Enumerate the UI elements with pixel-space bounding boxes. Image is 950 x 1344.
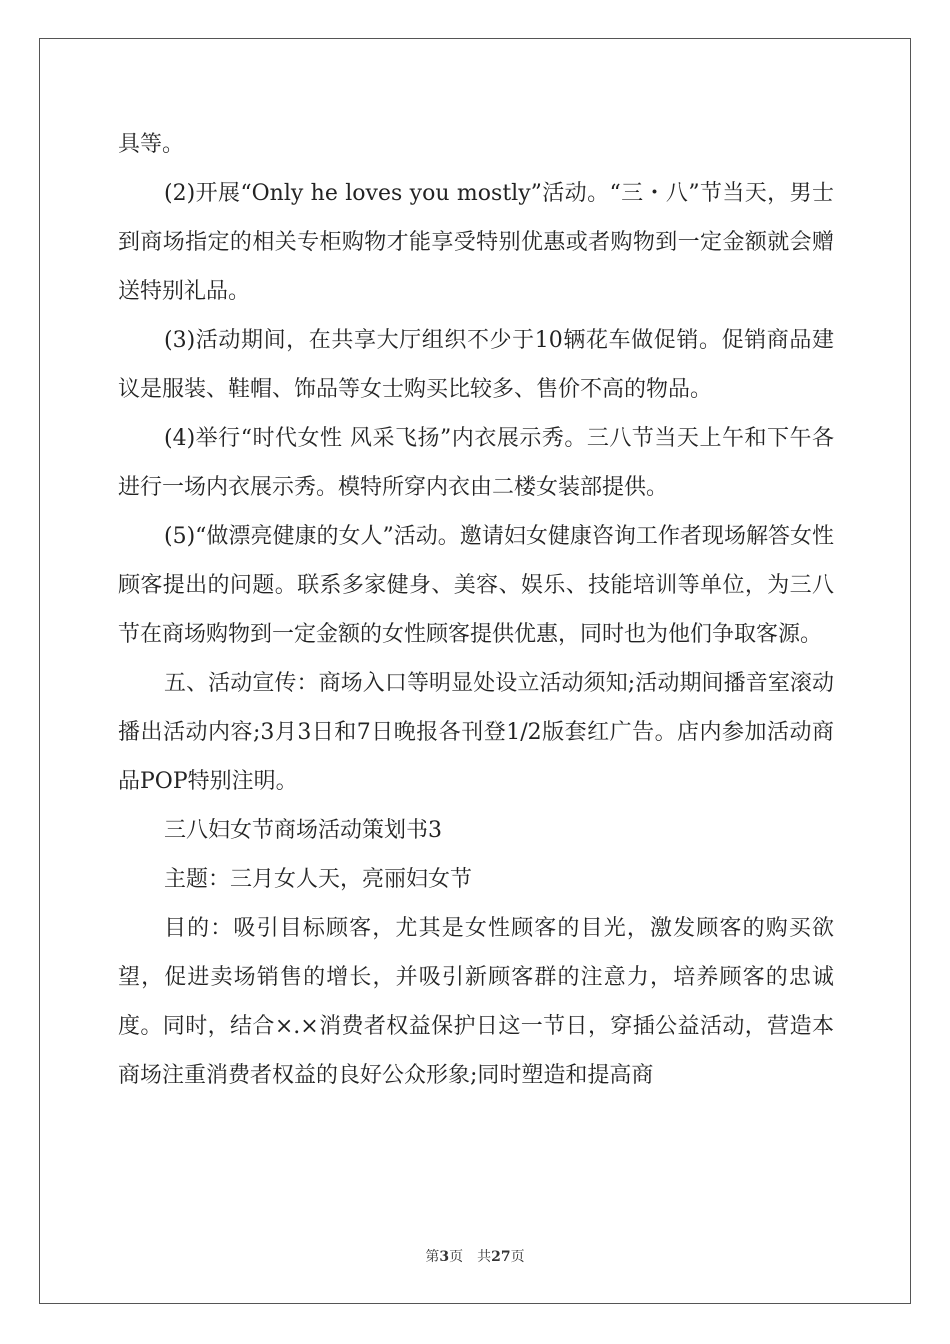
document-body (118, 120, 834, 1100)
paragraph: 目的：吸引目标顾客，尤其是女性顾客的目光，激发顾客的购买欲望，促进卖场销售的增长，并吸引新顾客群的注意力，培养顾客的忠诚度。同时，结合×.×消费者权益保护日这一节日，穿插公益活动，营造本商场注重消费者权益的良好公众形象;同时塑造和提高商 (118, 916, 834, 1088)
section-heading: 三八妇女节商场活动策划书3 (164, 818, 442, 843)
page-prefix: 第 (425, 1249, 440, 1265)
paragraph: 五、活动宣传：商场入口等明显处设立活动须知;活动期间播音室滚动播出活动内容;3月3日和7日晚报各刊登1/2版套红广告。店内参加活动商品POP特别注明。 (118, 671, 834, 794)
page-suffix: 页 (449, 1249, 464, 1265)
page-number: 3 (439, 1249, 450, 1265)
paragraph: 具等。 (118, 132, 185, 157)
total-pages: 27 (491, 1249, 511, 1265)
paragraph: (3)活动期间，在共享大厅组织不少于10辆花车做促销。促销商品建议是服装、鞋帽、饰品等女士购买比较多、售价不高的物品。 (118, 328, 834, 402)
total-suffix: 页 (510, 1249, 525, 1265)
paragraph: 主题：三月女人天，亮丽妇女节 (164, 867, 473, 892)
total-prefix: 共 (477, 1249, 492, 1265)
page-footer (0, 1246, 950, 1266)
paragraph: (2)开展“Only he loves you mostly”活动。“三・八”节当天，男士到商场指定的相关专柜购物才能享受特别优惠或者购物到一定金额就会赠送特别礼品。 (118, 181, 834, 304)
paragraph: (5)“做漂亮健康的女人”活动。邀请妇女健康咨询工作者现场解答女性顾客提出的问题。联系多家健身、美容、娱乐、技能培训等单位，为三八节在商场购物到一定金额的女性顾客提供优惠，同时也为他们争取客源。 (118, 524, 834, 647)
paragraph: (4)举行“时代女性 风采飞扬”内衣展示秀。三八节当天上午和下午各进行一场内衣展示秀。模特所穿内衣由二楼女装部提供。 (118, 426, 834, 500)
